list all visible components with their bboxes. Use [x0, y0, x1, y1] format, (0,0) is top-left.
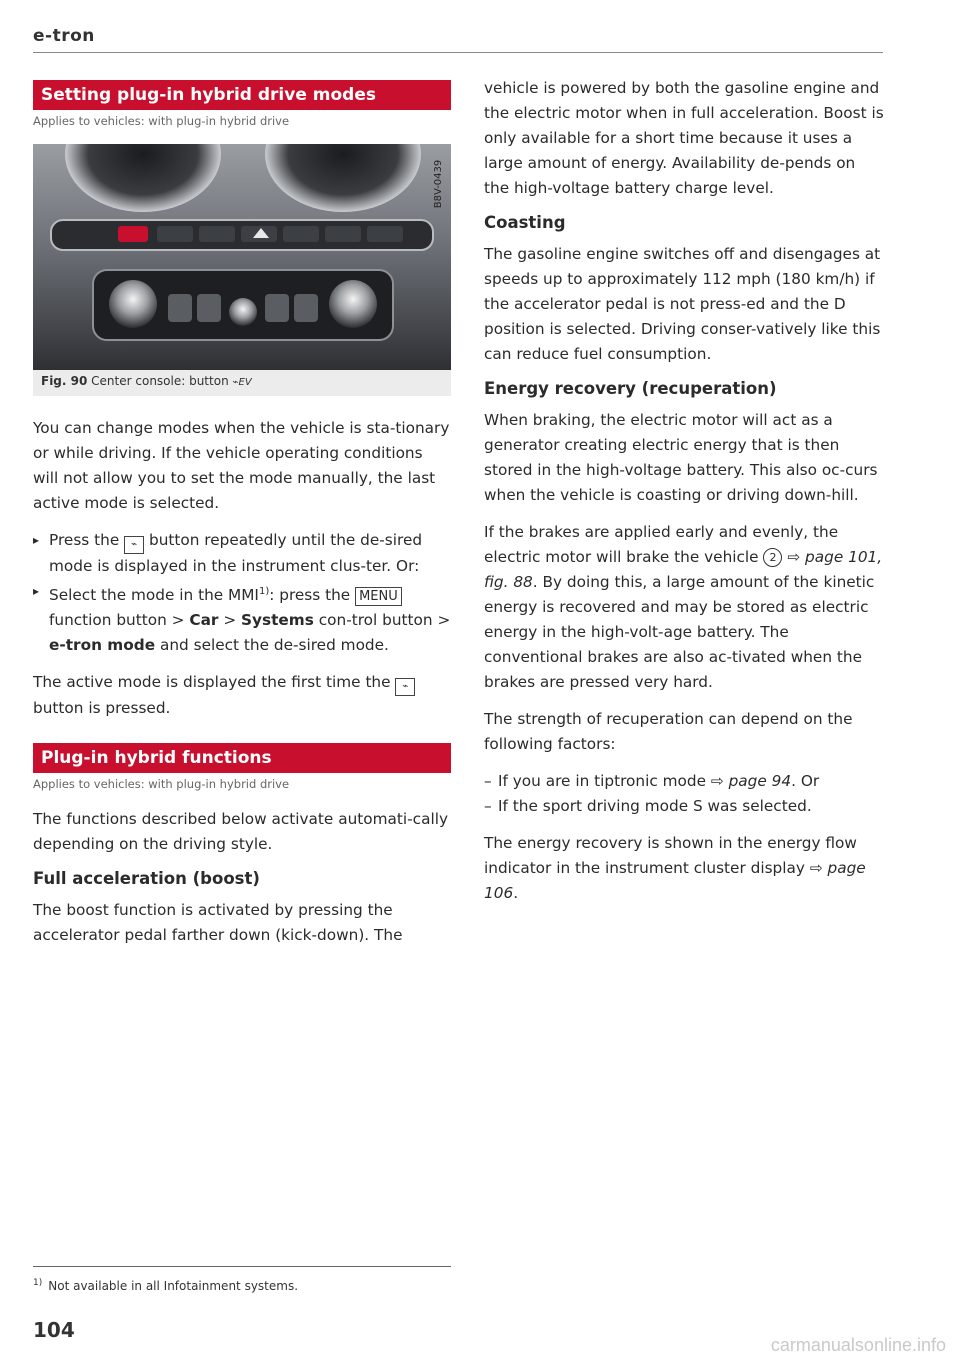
p2-text-b: button is pressed.	[33, 699, 171, 718]
car-label: Car	[189, 611, 219, 630]
menu-key: MENU	[355, 587, 402, 606]
paragraph-boost: The boost function is activated by pressing the accelerator pedal farther down (kick-down). The	[33, 901, 403, 945]
page-number: 104	[33, 1318, 75, 1342]
dash-sport: – If the sport driving mode S was selected.	[484, 794, 884, 819]
section-title-drive-modes: Setting plug-in hybrid drive modes	[33, 80, 451, 110]
bullet1-text-a: Press the	[49, 531, 120, 549]
p4-text-b: . By doing this, a large amount of the kinetic energy is recovered and may be stored as electric energy in the high-volt-age battery. The conventional brakes are also ac-tivated when the brakes are pressed very hard.	[484, 573, 875, 691]
page-ref-101[interactable]: ⇨ page 101, fig. 88	[484, 548, 883, 591]
bullet2-text-f: and select the de-sired mode.	[159, 636, 389, 655]
bullet2-text-a: Select the mode in the MMI	[49, 586, 259, 605]
paragraph-energy-flow	[484, 831, 884, 906]
left-column	[33, 80, 451, 960]
bullet1-text-b: button repeatedly until the de-sired mode is displayed in the instrument clus-ter. Or:	[49, 531, 423, 575]
paragraph-active-mode	[33, 670, 451, 721]
footnote	[33, 1278, 298, 1293]
paragraph-boost-cont: vehicle is powered by both the gasoline engine and the electric motor when in full acceleration. Boost is only available for a short time because it uses a large amount of energy. Availability de-pends on the high-voltage battery charge level.	[484, 79, 884, 197]
figure-90	[33, 144, 451, 396]
p6-text-a: The energy recovery is shown in the energy flow indicator in the instrument cluster display	[484, 834, 857, 877]
bullet-press-button	[33, 528, 451, 579]
paragraph-factors: The strength of recuperation can depend on the following factors:	[484, 710, 853, 753]
bullet-select-mmi	[33, 579, 451, 658]
paragraph-recuperation: When braking, the electric motor will act as a generator creating electric energy that is then stored in the high-voltage battery. This also oc-curs when the vehicle is coasting or driving down-hill.	[484, 411, 878, 504]
applies-note: Applies to vehicles: with plug-in hybrid drive	[33, 114, 290, 128]
header-title: e-tron	[33, 26, 95, 46]
page-ref-106[interactable]: ⇨ page 106	[484, 859, 866, 902]
figure-caption-text: Center console: button	[91, 374, 229, 388]
dash1-text-b: . Or	[791, 772, 820, 790]
footnote-rule	[33, 1266, 451, 1267]
right-column	[484, 76, 884, 918]
paragraph-coasting: The gasoline engine switches off and disengages at speeds up to approximately 112 mph (180 km/h) if the accelerator pedal is not press-ed and the D position is selected. Driving conser-vatively like this can reduce fuel consumption.	[484, 245, 881, 363]
p4-text-a: If the brakes are applied early and evenly, the electric motor will brake the vehicle	[484, 523, 839, 566]
ev-button-icon: ⌁	[395, 678, 415, 696]
p6-text-b: .	[513, 884, 519, 902]
watermark: carmanualsonline.info	[770, 1335, 946, 1355]
footnote-ref: 1)	[258, 586, 270, 597]
center-console-image	[33, 144, 451, 370]
ev-button-icon: ⌁EV	[232, 377, 252, 388]
paragraph-brakes	[484, 520, 884, 695]
figure-caption	[33, 370, 451, 396]
subhead-boost: Full acceleration (boost)	[33, 869, 260, 889]
subhead-coasting: Coasting	[484, 213, 566, 232]
footnote-mark: 1)	[33, 1278, 43, 1288]
p2-text-a: The active mode is displayed the first time the	[33, 673, 391, 692]
subhead-energy-recovery: Energy recovery (recuperation)	[484, 379, 777, 398]
figure-code: B8V-0439	[433, 159, 444, 209]
systems-label: Systems	[241, 611, 314, 630]
section-title-functions: Plug-in hybrid functions	[33, 743, 451, 773]
etron-mode-label: e-tron mode	[49, 636, 156, 655]
figure-label: Fig. 90	[41, 374, 88, 388]
bullet2-text-e: con-trol button >	[318, 611, 451, 630]
dash1-text-a: If you are in tiptronic mode	[498, 772, 707, 790]
bullet2-text-d: >	[223, 611, 237, 630]
ev-button-icon: ⌁	[124, 536, 144, 554]
paragraph-functions: The functions described below activate automati-cally depending on the driving style.	[33, 810, 449, 854]
dash-tiptronic	[484, 769, 884, 794]
page-ref-94[interactable]: ⇨ page 94	[710, 772, 792, 790]
applies-note: Applies to vehicles: with plug-in hybrid drive	[33, 777, 290, 792]
paragraph-modes: You can change modes when the vehicle is sta-tionary or while driving. If the vehicle operating conditions will not allow you to set the mode manually, the last active mode is selected.	[33, 419, 450, 512]
bullet2-text-b: : press the	[269, 586, 351, 605]
footnote-text: Not available in all Infotainment systems.	[48, 1279, 299, 1293]
bullet2-text-c: function button >	[49, 611, 185, 630]
header-rule	[33, 52, 883, 53]
callout-2: 2	[763, 548, 782, 567]
